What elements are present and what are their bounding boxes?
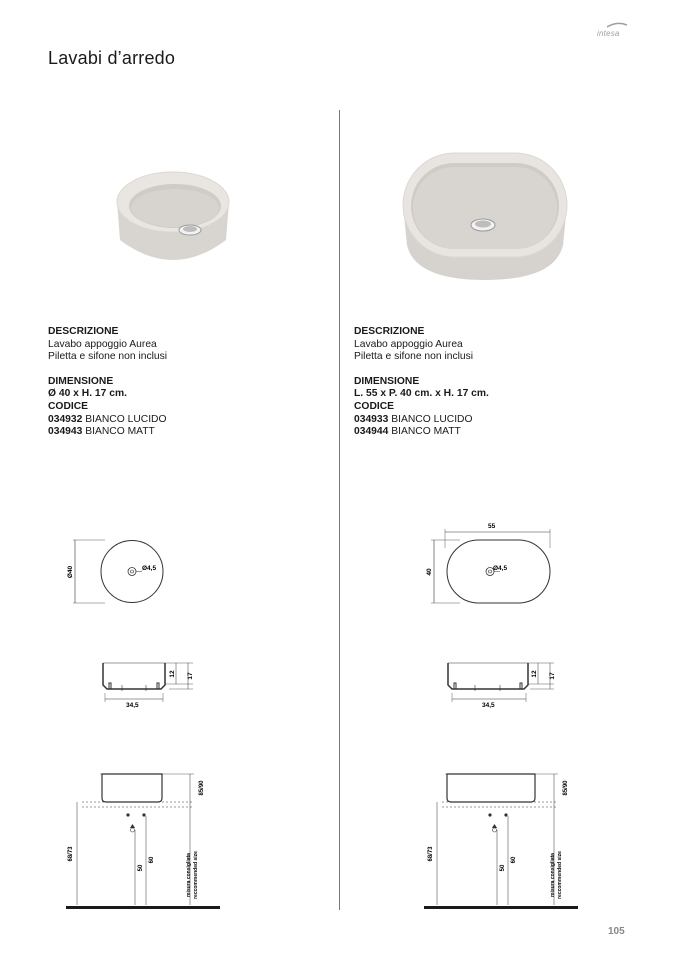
code-number: 034944 [354, 426, 389, 438]
total-height-label: 17 [549, 672, 556, 680]
description-heading: DESCRIZIONE [354, 326, 425, 337]
top-width-label: 55 [488, 523, 496, 530]
install-height-a: 50 [500, 864, 506, 872]
code-row [354, 426, 644, 439]
install-height-b: 60 [149, 856, 155, 864]
side-view-drawing-oval [440, 655, 560, 710]
code-finish: BIANCO LUCIDO [85, 413, 167, 425]
install-height-a: 50 [138, 864, 144, 872]
install-left-height: 68/73 [68, 846, 74, 862]
code-finish: BIANCO LUCIDO [391, 413, 473, 425]
code-heading: CODICE [354, 400, 395, 412]
description-heading: DESCRIZIONE [48, 326, 119, 337]
code-finish: BIANCO MATT [85, 426, 155, 438]
dimension-heading: DIMENSIONE [48, 375, 114, 387]
note-line-1: misura consigliata [550, 853, 556, 897]
side-width-label: 34,5 [126, 702, 139, 709]
install-top-height: 85/90 [199, 780, 205, 796]
code-number: 034943 [48, 426, 83, 438]
hole-label: Ø4,5 [493, 565, 508, 572]
installation-drawing-oval [422, 770, 582, 915]
description-line: Piletta e sifone non inclusi [354, 351, 474, 363]
brand-name: intesa [597, 29, 620, 38]
code-heading: CODICE [48, 400, 89, 412]
install-height-b: 60 [511, 856, 517, 864]
dimension-heading: DIMENSIONE [354, 375, 420, 387]
inner-height-label: 12 [531, 670, 538, 678]
top-view-drawing-oval [420, 518, 560, 610]
top-view-drawing-round [60, 535, 190, 610]
description-line: Lavabo appoggio Aurea [48, 338, 157, 350]
floor-line [66, 906, 220, 909]
depth-label: 40 [426, 568, 433, 576]
inner-height-label: 12 [169, 670, 176, 678]
install-left-height: 68/73 [428, 846, 434, 862]
page-title: Lavabi d’arredo [48, 48, 176, 68]
side-width-label: 34,5 [482, 702, 495, 709]
product-spec-2 [354, 326, 644, 439]
total-height-label: 17 [187, 672, 194, 680]
code-finish: BIANCO MATT [391, 426, 461, 438]
install-top-height: 85/90 [563, 780, 569, 796]
code-row [48, 426, 318, 439]
page-number: 105 [608, 926, 625, 937]
column-divider [339, 110, 340, 910]
dimension-value: L. 55 x P. 40 cm. x H. 17 cm. [354, 388, 489, 400]
dimension-value: Ø 40 x H. 17 cm. [48, 388, 127, 400]
note-line-2: reccommended size [557, 851, 563, 899]
logo-swoosh-icon [605, 19, 645, 29]
note-line-1: misura consigliata [186, 853, 192, 897]
note-line-2: reccommended size [193, 851, 199, 899]
installation-drawing-round [62, 770, 222, 915]
code-number: 034932 [48, 413, 83, 425]
code-row [48, 414, 318, 427]
code-row [354, 414, 644, 427]
description-line: Piletta e sifone non inclusi [48, 351, 168, 363]
code-number: 034933 [354, 413, 389, 425]
product-spec-1 [48, 326, 318, 439]
brand-logo [597, 22, 637, 40]
description-line: Lavabo appoggio Aurea [354, 338, 463, 350]
hole-label: Ø4,5 [142, 565, 157, 572]
side-view-drawing-round [95, 655, 205, 710]
floor-line [424, 906, 578, 909]
diameter-label: Ø40 [67, 565, 74, 579]
product-photo-round [108, 140, 238, 290]
product-photo-oval [395, 145, 575, 290]
